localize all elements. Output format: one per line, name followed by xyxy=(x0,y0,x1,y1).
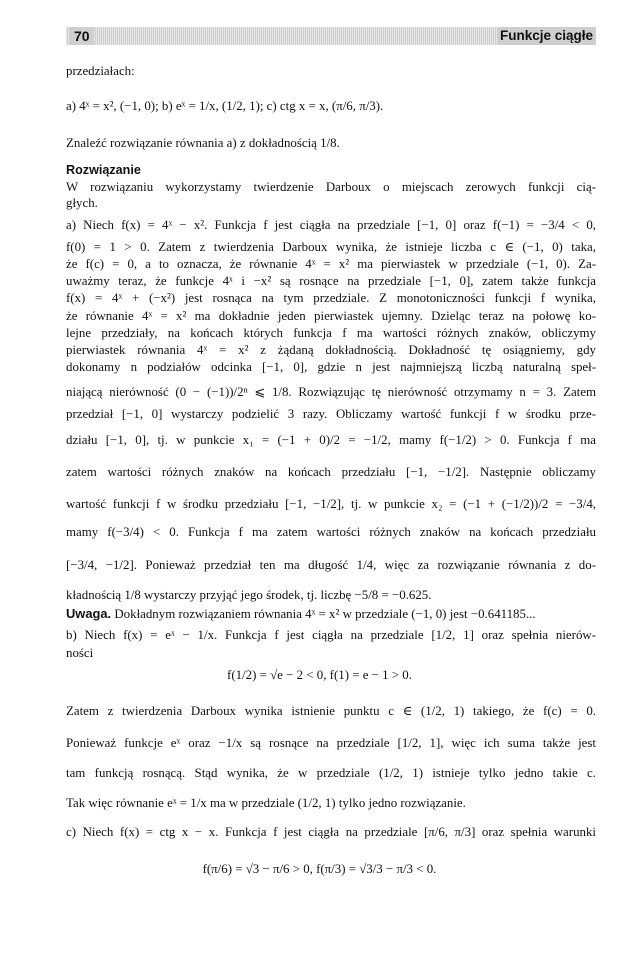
display-equation: f(π/6) = √3 − π/6 > 0, f(π/3) = √3/3 − π/3 < 0. xyxy=(202,862,437,876)
text-line: kładnością 1/8 wystarczy przyjąć jego środek, tj. liczbę −5/8 = −0.625. xyxy=(66,588,432,602)
text-line: a) Niech f(x) = 4ˣ − x². Funkcja f jest ciągła na przedziale [−1, 0] oraz f(−1) = −3/4 < 0, xyxy=(66,218,596,232)
text-line: c) Niech f(x) = ctg x − x. Funkcja f jest ciągła na przedziale [π/6, π/3] oraz spełnia warunki xyxy=(66,825,596,839)
chapter-title: Funkcje ciągłe xyxy=(497,27,596,45)
text-line: f(0) = 1 > 0. Zatem z twierdzenia Darboux wynika, że istnieje liczba c ∈ (−1, 0) taka, xyxy=(66,240,596,254)
text-line: Zatem z twierdzenia Darboux wynika istnienie punktu c ∈ (1/2, 1) takiego, że f(c) = 0. xyxy=(66,704,596,718)
text-line: [−3/4, −1/2]. Ponieważ przedział ten ma długość 1/4, więc za rozwiązanie równania z do- xyxy=(66,558,596,572)
text-line: głych. xyxy=(66,196,98,210)
text-line: f(x) = 4ˣ + (−x²) jest rosnąca na tym przedziale. Z monotoniczności funkcji f wynika, xyxy=(66,291,596,305)
text-line: tam funkcją rosnącą. Stąd wynika, że w przedziale (1/2, 1) istnieje tylko jedno takie c. xyxy=(66,766,596,780)
text-line: ności xyxy=(66,646,94,660)
page-number: 70 xyxy=(70,27,94,45)
text-line: przedział [−1, 0] wystarczy podzielić 3 razy. Obliczamy wartość funkcji f w środku prze- xyxy=(66,407,596,421)
equation-list: a) 4ˣ = x², (−1, 0); b) eˣ = 1/x, (1/2, 1); c) ctg x = x, (π/6, π/3). xyxy=(66,99,384,113)
text-line: uważmy teraz, że funkcje 4ˣ i −x² są rosnące na przedziale [−1, 0], zatem także funkcja xyxy=(66,274,596,288)
text-line: Tak więc równanie eˣ = 1/x ma w przedziale (1/2, 1) tylko jedno rozwiązanie. xyxy=(66,796,466,810)
display-equation: f(1/2) = √e − 2 < 0, f(1) = e − 1 > 0. xyxy=(227,668,412,682)
text-line: W rozwiązaniu wykorzystamy twierdzenie Darboux o miejscach zerowych funkcji cią- xyxy=(66,180,596,194)
text-line: przedziałach: xyxy=(66,64,135,78)
section-heading-solution: Rozwiązanie xyxy=(66,163,141,177)
text-line: zatem wartości różnych znaków na końcach przedziału [−1, −1/2]. Następnie obliczamy xyxy=(66,465,596,479)
text-line: Ponieważ funkcje eˣ oraz −1/x są rosnące na przedziale [1/2, 1], więc ich suma także jest xyxy=(66,736,596,750)
text-line: działu [−1, 0], tj. w punkcie x₁ = (−1 + 0)/2 = −1/2, mamy f(−1/2) > 0. Funkcja f ma xyxy=(66,433,596,447)
text-line: wartość funkcji f w środku przedziału [−1, −1/2], tj. w punkcie x₂ = (−1 + (−1/2))/2 = −3/4, xyxy=(66,497,596,511)
remark-line: Uwaga. Dokładnym rozwiązaniem równania 4ˣ = x² w przedziale (−1, 0) jest −0.641185... xyxy=(66,606,536,621)
text-line: że równanie 4ˣ = x² ma dokładnie jeden pierwiastek ujemny. Dzieląc teraz na połowę ko- xyxy=(66,309,596,323)
task-statement: Znaleźć rozwiązanie równania a) z dokładnością 1/8. xyxy=(66,136,340,150)
text-line: lejne przedziały, na końcach których funkcja f ma wartości różnych znaków, obliczymy xyxy=(66,326,596,340)
remark-label: Uwaga. xyxy=(66,606,112,621)
text-line: b) Niech f(x) = eˣ − 1/x. Funkcja f jest ciągła na przedziale [1/2, 1] oraz spełnia nierów- xyxy=(66,628,596,642)
text-line: że f(c) = 0, a to oznacza, że równanie 4ˣ = x² ma pierwiastek w przedziale (−1, 0). Za- xyxy=(66,257,596,271)
text-line: dokonamy n podziałów odcinka [−1, 0], gdzie n jest najmniejszą liczbą naturalną speł- xyxy=(66,360,596,374)
text-line: mamy f(−3/4) < 0. Funkcja f ma zatem wartości różnych znaków na końcach przedziału xyxy=(66,525,596,539)
text-line: niającą nierówność (0 − (−1))/2ⁿ ⩽ 1/8. Rozwiązując tę nierówność otrzymamy n = 3. Zatem xyxy=(66,385,596,399)
text-line: pierwiastek równania 4ˣ = x² z żądaną dokładnością. Dokładność tę osiągniemy, gdy xyxy=(66,343,596,357)
